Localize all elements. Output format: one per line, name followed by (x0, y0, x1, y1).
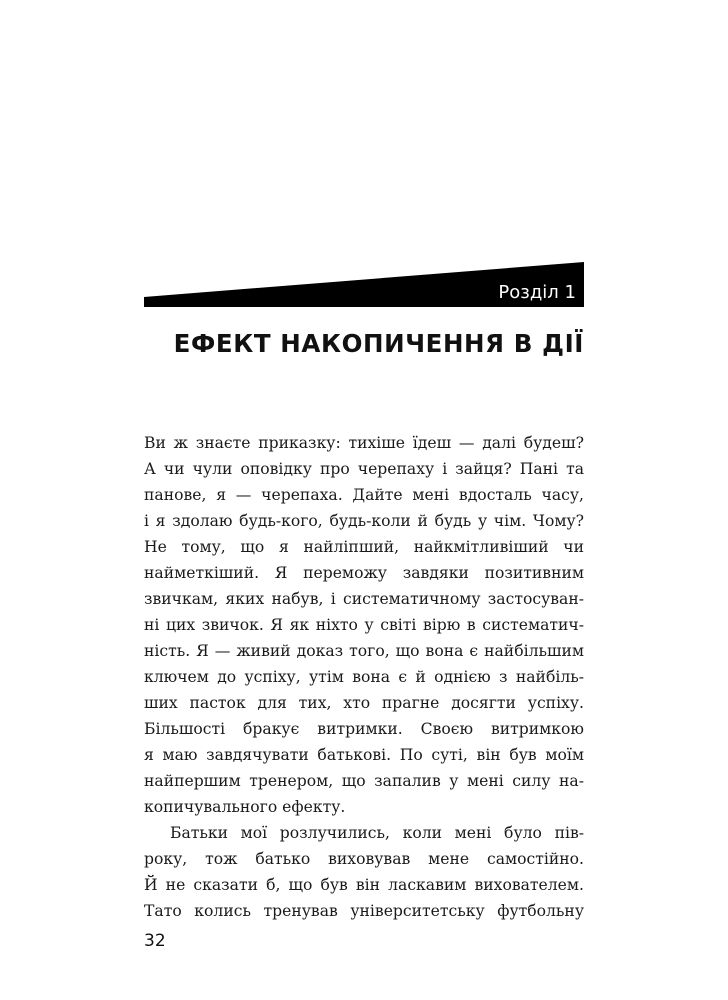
text-line: А чи чули оповідку про черепаху і зайця? Пані та (144, 460, 584, 478)
chapter-label: Розділ 1 (498, 282, 576, 303)
text-line: ність. Я — живий доказ того, що вона є найбільшим (144, 642, 584, 660)
text-line: і я здолаю будь-кого, будь-коли й будь у чім. Чому? (144, 512, 584, 530)
text-line: найметкіший. Я переможу завдяки позитивним (144, 564, 584, 582)
chapter-banner (144, 260, 584, 308)
text-line: ні цих звичок. Я як ніхто у світі вірю в систематич- (144, 616, 584, 634)
text-line: Більшості бракує витримки. Своєю витримкою (144, 720, 584, 738)
text-line: Тато колись тренував університетську футбольну (144, 902, 584, 920)
text-line: я маю завдячувати батькові. По суті, він був моїм (144, 746, 584, 764)
text-line: року, тож батько виховував мене самостійно. (144, 850, 584, 868)
text-line: звичкам, яких набув, і систематичному застосуван- (144, 590, 584, 608)
text-line: Й не сказати б, що був він ласкавим вихователем. (144, 876, 584, 894)
chapter-title: ЕФЕКТ НАКОПИЧЕННЯ В ДІЇ (173, 329, 584, 358)
text-line: Не тому, що я найліпший, найкмітливіший чи (144, 538, 584, 556)
text-line: панове, я — черепаха. Дайте мені вдосталь часу, (144, 486, 584, 504)
text-line: Ви ж знаєте приказку: тихіше їдеш — далі будеш? (144, 434, 584, 452)
text-line: ключем до успіху, утім вона є й однією з найбіль- (144, 668, 584, 686)
text-line: ших пасток для тих, хто прагне досягти успіху. (144, 694, 584, 712)
text-line: найпершим тренером, що запалив у мені силу на- (144, 772, 584, 790)
text-line: копичувального ефекту. (144, 798, 346, 816)
page-number: 32 (144, 931, 166, 951)
body-text (144, 430, 584, 924)
text-line: Батьки мої розлучились, коли мені було пів- (170, 824, 584, 842)
